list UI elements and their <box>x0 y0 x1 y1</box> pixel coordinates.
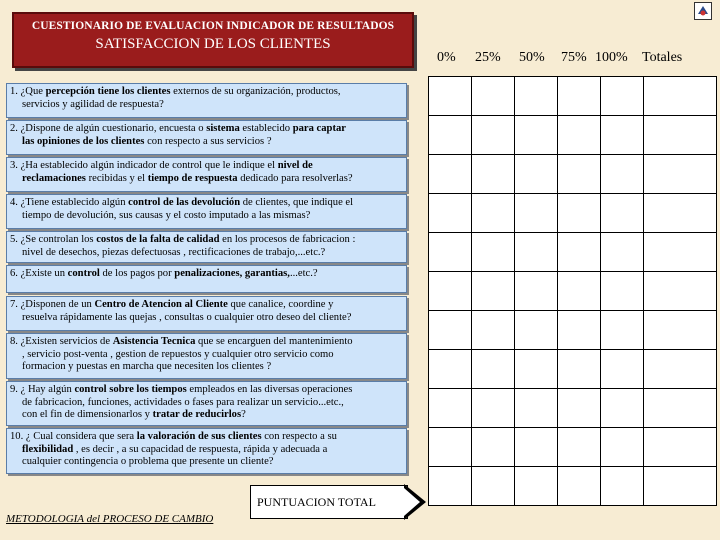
question-text: con el fin de dimensionarlos y <box>22 409 153 421</box>
question-emphasis: percepción tiene los clientes <box>45 86 171 97</box>
question-emphasis: para captar <box>292 123 346 134</box>
score-cell[interactable] <box>429 311 472 350</box>
score-cell[interactable] <box>558 311 601 350</box>
question-text: servicios y agilidad de respuesta? <box>22 98 164 110</box>
score-row <box>429 272 717 311</box>
total-cell[interactable] <box>644 155 717 194</box>
total-cell[interactable] <box>644 77 717 116</box>
logo-icon <box>694 2 712 20</box>
total-cell[interactable] <box>644 350 717 389</box>
score-row <box>429 116 717 155</box>
score-cell[interactable] <box>601 311 644 350</box>
column-header: 75% <box>561 50 587 65</box>
score-row <box>429 428 717 467</box>
question-3 <box>6 157 407 192</box>
score-cell[interactable] <box>429 155 472 194</box>
question-text: establecido <box>239 123 293 134</box>
title-line2: SATISFACCION DE LOS CLIENTES <box>95 36 331 52</box>
question-line <box>10 247 403 260</box>
question-text: que se encarguen del mantenimiento <box>195 336 353 347</box>
question-text: de fabricacion, funciones, actividades o fases para realizar un servicio...etc., <box>22 396 344 408</box>
question-emphasis: penalizaciones, garantias, <box>174 268 290 279</box>
question-line <box>10 197 403 210</box>
score-row <box>429 155 717 194</box>
score-cell[interactable] <box>472 77 515 116</box>
total-cell[interactable] <box>644 389 717 428</box>
question-text: dedicado para resolverlas? <box>237 172 353 184</box>
question-9 <box>6 381 407 426</box>
question-line <box>10 268 403 281</box>
score-cell[interactable] <box>515 428 558 467</box>
question-line <box>10 299 403 312</box>
question-5 <box>6 231 407 263</box>
question-text: 4. ¿Tiene establecido algún <box>10 197 129 208</box>
score-cell[interactable] <box>558 350 601 389</box>
total-cell[interactable] <box>644 311 717 350</box>
column-headers <box>430 50 720 72</box>
score-cell[interactable] <box>429 77 472 116</box>
question-line <box>10 312 403 325</box>
score-cell[interactable] <box>472 194 515 233</box>
score-cell[interactable] <box>515 350 558 389</box>
score-cell[interactable] <box>601 116 644 155</box>
question-emphasis: tiempo de respuesta <box>147 172 238 184</box>
question-text: empleados en las diversas operaciones <box>186 384 353 395</box>
question-emphasis: sistema <box>206 123 240 134</box>
question-text: 6. ¿Existe un <box>10 268 68 279</box>
score-cell[interactable] <box>515 77 558 116</box>
score-row <box>429 389 717 428</box>
score-cell[interactable] <box>558 467 601 506</box>
score-cell[interactable] <box>429 467 472 506</box>
score-cell[interactable] <box>601 350 644 389</box>
score-cell[interactable] <box>601 77 644 116</box>
score-cell[interactable] <box>558 116 601 155</box>
score-cell[interactable] <box>515 389 558 428</box>
title-box <box>12 12 414 68</box>
score-cell[interactable] <box>515 116 558 155</box>
question-emphasis: costos de la falta de calidad <box>96 234 220 245</box>
score-cell[interactable] <box>558 272 601 311</box>
title-line1: CUESTIONARIO DE EVALUACION INDICADOR DE RESULTADOS <box>31 20 395 32</box>
question-text: de los pagos por <box>99 268 175 279</box>
question-10 <box>6 428 407 474</box>
score-cell[interactable] <box>601 194 644 233</box>
question-8 <box>6 333 407 379</box>
question-text: 9. ¿ Hay algún <box>10 384 75 395</box>
arrow-icon-inner <box>404 488 420 516</box>
score-cell[interactable] <box>429 233 472 272</box>
score-cell[interactable] <box>601 428 644 467</box>
question-text: , servicio post-venta , gestion de repuestos y cualquier otro servicio como <box>22 348 334 360</box>
question-line <box>10 444 403 457</box>
question-emphasis: Centro de Atencion al Cliente <box>94 299 228 310</box>
question-line <box>10 173 403 186</box>
question-emphasis: Asistencia Tecnica <box>112 336 196 347</box>
total-cell[interactable] <box>644 233 717 272</box>
score-cell[interactable] <box>472 350 515 389</box>
score-cell[interactable] <box>515 272 558 311</box>
score-cell[interactable] <box>601 389 644 428</box>
column-header: Totales <box>642 50 683 65</box>
score-row <box>429 350 717 389</box>
total-cell[interactable] <box>644 194 717 233</box>
question-line <box>10 361 403 374</box>
total-cell[interactable] <box>644 272 717 311</box>
question-text: 5. ¿Se controlan los <box>10 234 97 245</box>
question-emphasis: tratar de reducirlos <box>152 409 242 421</box>
question-line <box>10 409 403 422</box>
score-cell[interactable] <box>472 155 515 194</box>
question-text: 3. ¿Ha establecido algún indicador de control que le indique el <box>10 160 278 171</box>
question-text: con respecto a su <box>261 431 337 442</box>
score-row <box>429 77 717 116</box>
score-cell[interactable] <box>472 428 515 467</box>
score-cell[interactable] <box>601 233 644 272</box>
question-line <box>10 431 403 444</box>
question-text: en los procesos de fabricacion : <box>219 234 356 245</box>
question-emphasis: las opiniones de los clientes <box>22 135 145 147</box>
score-cell[interactable] <box>472 467 515 506</box>
question-emphasis: control <box>67 268 100 279</box>
question-2 <box>6 120 407 155</box>
score-cell[interactable] <box>472 311 515 350</box>
footer-methodology-link[interactable]: METODOLOGIA del PROCESO DE CAMBIO <box>6 513 214 525</box>
question-text: nivel de desechos, piezas defectuosas , rectificaciones de trabajo,...etc.? <box>22 246 326 258</box>
score-cell[interactable] <box>558 194 601 233</box>
score-row <box>429 233 717 272</box>
question-4 <box>6 194 407 229</box>
question-line <box>10 136 403 149</box>
question-line <box>10 123 403 136</box>
score-cell[interactable] <box>558 155 601 194</box>
score-cell[interactable] <box>472 389 515 428</box>
question-text: ...etc.? <box>289 268 318 279</box>
score-cell[interactable] <box>429 428 472 467</box>
question-text: recibidas y el <box>85 172 148 184</box>
question-text: con respecto a sus servicios ? <box>144 135 272 147</box>
question-line <box>10 397 403 410</box>
question-text: externos de su organización, productos, <box>170 86 341 97</box>
score-cell[interactable] <box>472 233 515 272</box>
score-cell[interactable] <box>558 233 601 272</box>
question-text: cualquier contingencia o problema que presente un cliente? <box>22 456 274 468</box>
score-cell[interactable] <box>429 116 472 155</box>
score-cell[interactable] <box>515 311 558 350</box>
score-cell[interactable] <box>601 155 644 194</box>
score-cell[interactable] <box>558 77 601 116</box>
total-cell[interactable] <box>644 467 717 506</box>
score-cell[interactable] <box>472 116 515 155</box>
score-cell[interactable] <box>515 194 558 233</box>
question-emphasis: reclamaciones <box>22 172 86 184</box>
total-cell[interactable] <box>644 428 717 467</box>
score-row <box>429 194 717 233</box>
column-header: 50% <box>519 50 545 65</box>
question-line <box>10 86 403 99</box>
score-grid <box>428 76 717 506</box>
total-row <box>429 467 717 506</box>
question-emphasis: control de las devolución <box>128 197 241 208</box>
score-cell[interactable] <box>558 428 601 467</box>
question-text: 2. ¿Dispone de algún cuestionario, encuesta o <box>10 123 207 134</box>
question-text: , es decir , a su capacidad de respuesta, rápida y adecuada a <box>73 443 328 455</box>
score-cell[interactable] <box>515 233 558 272</box>
question-line <box>10 336 403 349</box>
question-emphasis: control sobre los tiempos <box>74 384 187 395</box>
question-emphasis: la valoración de sus clientes <box>136 431 262 442</box>
question-7 <box>6 296 407 331</box>
question-1 <box>6 83 407 118</box>
score-cell[interactable] <box>472 272 515 311</box>
score-cell[interactable] <box>429 194 472 233</box>
question-text: tiempo de devolución, sus causas y el costo imputado a las mismas? <box>22 209 311 221</box>
score-cell[interactable] <box>515 467 558 506</box>
total-cell[interactable] <box>644 116 717 155</box>
total-score-label: PUNTUACION TOTAL <box>250 485 408 519</box>
score-cell[interactable] <box>429 272 472 311</box>
question-line <box>10 160 403 173</box>
column-header: 25% <box>475 50 501 65</box>
score-cell[interactable] <box>515 155 558 194</box>
question-line <box>10 210 403 223</box>
question-emphasis: nivel de <box>277 160 313 171</box>
question-text: de clientes, que indique el <box>240 197 354 208</box>
column-header: 100% <box>595 50 628 65</box>
question-line <box>10 384 403 397</box>
question-line <box>10 456 403 469</box>
question-text: ? <box>241 409 246 421</box>
question-line <box>10 234 403 247</box>
score-cell[interactable] <box>601 467 644 506</box>
question-text: 1. ¿Que <box>10 86 46 97</box>
score-cell[interactable] <box>429 389 472 428</box>
question-text: que canalice, coordine y <box>227 299 334 310</box>
question-line <box>10 99 403 112</box>
question-text: formacion y puestas en marcha que necesiten los clientes ? <box>22 361 272 373</box>
question-text: 7. ¿Disponen de un <box>10 299 95 310</box>
score-cell[interactable] <box>429 350 472 389</box>
question-line <box>10 349 403 362</box>
question-text: resuelva rápidamente las quejas , consultas o cualquier otro deseo del cliente? <box>22 311 352 323</box>
question-6 <box>6 265 407 293</box>
question-emphasis: flexibilidad <box>22 443 74 455</box>
score-row <box>429 311 717 350</box>
score-cell[interactable] <box>558 389 601 428</box>
score-cell[interactable] <box>601 272 644 311</box>
question-text: 10. ¿ Cual considera que sera <box>10 431 137 442</box>
question-text: 8. ¿Existen servicios de <box>10 336 113 347</box>
column-header: 0% <box>437 50 456 65</box>
